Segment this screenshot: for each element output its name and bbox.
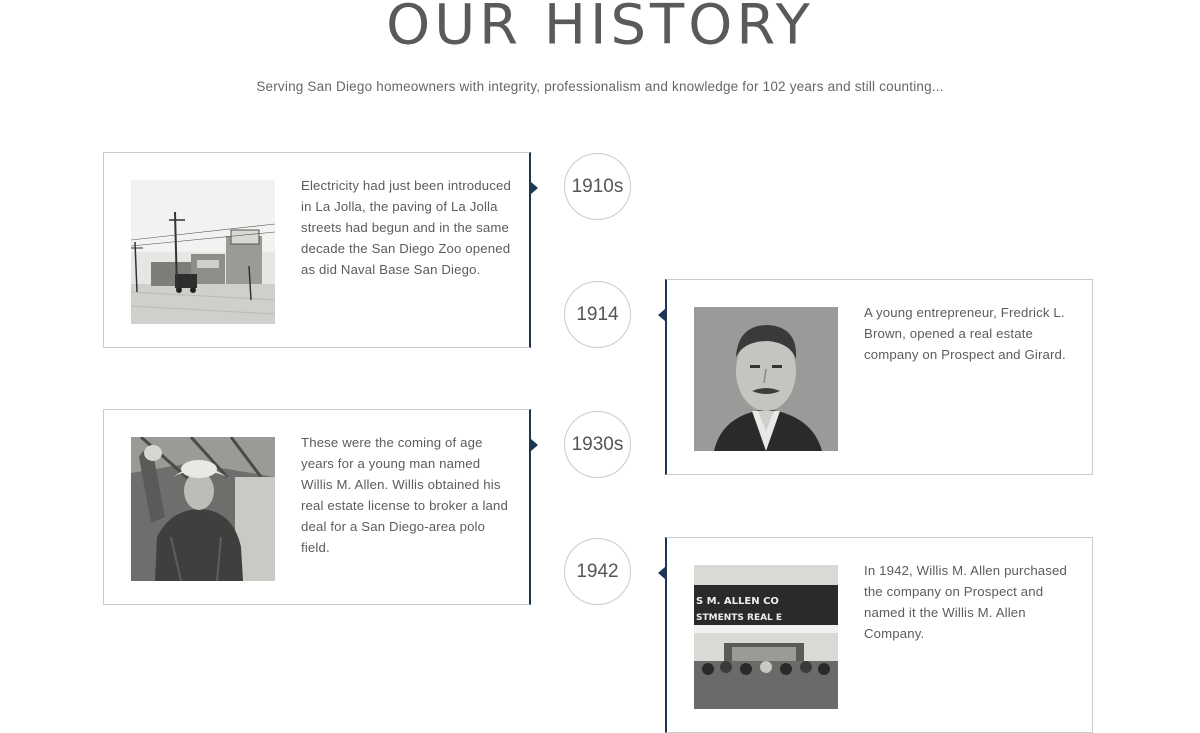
card-pointer bbox=[658, 309, 665, 321]
card-pointer bbox=[531, 439, 538, 451]
card-pointer bbox=[658, 567, 665, 579]
willis-allen-photo bbox=[131, 437, 275, 581]
timeline-text: These were the coming of age years for a young man named Willis M. Allen. Willis obtained his real estate license to broker a land deal for a San Diego-area polo field. bbox=[301, 435, 508, 555]
card-pointer bbox=[531, 182, 538, 194]
timeline-card-1914 bbox=[665, 279, 1093, 475]
storefront-sign-line1: S M. ALLEN CO bbox=[696, 596, 779, 607]
storefront-sign-line2: STMENTS REAL E bbox=[696, 613, 783, 623]
timeline-card-1930s bbox=[103, 409, 531, 605]
year-badge-1914: 1914 bbox=[564, 281, 631, 348]
year-badge-1942: 1942 bbox=[564, 538, 631, 605]
page-subtitle: Serving San Diego homeowners with integrity, professionalism and knowledge for 102 years and still counting... bbox=[256, 79, 944, 94]
timeline-text: In 1942, Willis M. Allen purchased the company on Prospect and named it the Willis M. Allen Company. bbox=[864, 563, 1068, 641]
page-title: OUR HISTORY bbox=[386, 0, 814, 58]
timeline-text: A young entrepreneur, Fredrick L. Brown, opened a real estate company on Prospect and Girard. bbox=[864, 305, 1066, 362]
timeline-card-1910s bbox=[103, 152, 531, 348]
year-badge-1910s: 1910s bbox=[564, 153, 631, 220]
year-badge-1930s: 1930s bbox=[564, 411, 631, 478]
allen-company-storefront-photo bbox=[694, 565, 838, 709]
timeline-card-1942 bbox=[665, 537, 1093, 733]
fredrick-brown-portrait bbox=[694, 307, 838, 451]
la-jolla-street-photo bbox=[131, 180, 275, 324]
timeline-text: Electricity had just been introduced in La Jolla, the paving of La Jolla streets had begun and in the same decade the San Diego Zoo opened as did Naval Base San Diego. bbox=[301, 178, 511, 277]
